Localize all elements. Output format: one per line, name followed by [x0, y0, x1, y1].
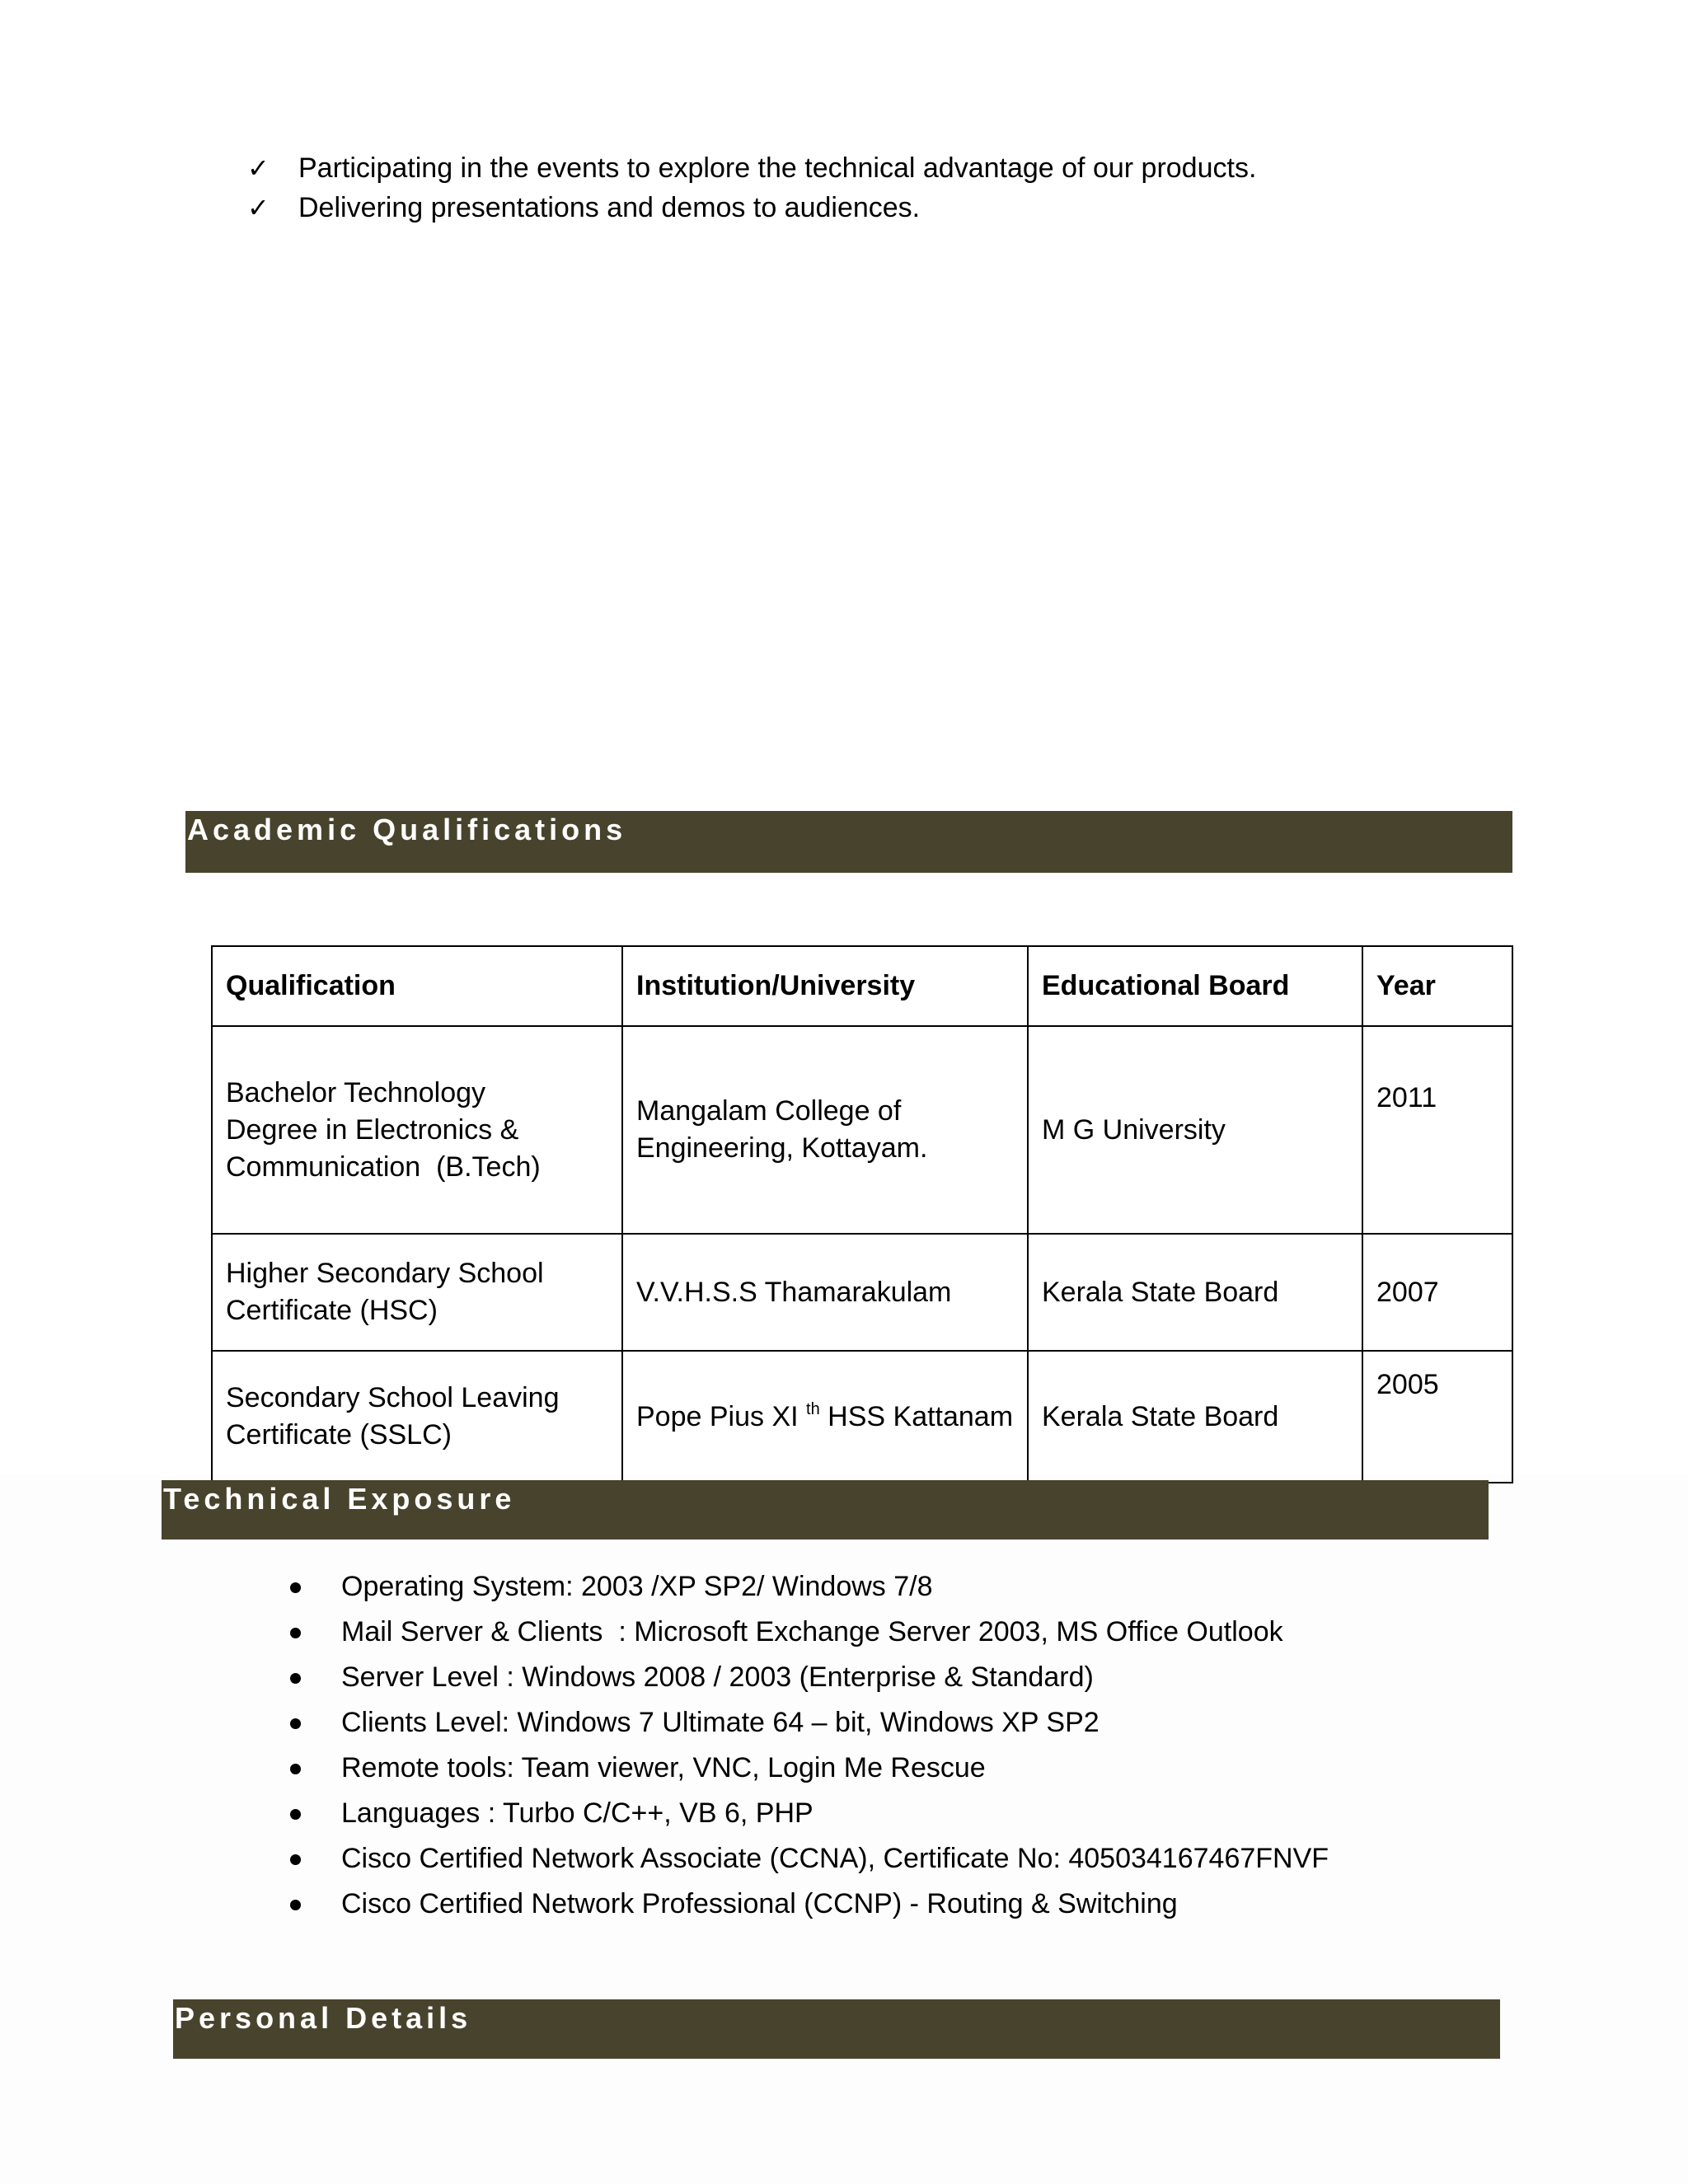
list-item-text: Languages : Turbo C/C++, VB 6, PHP [341, 1797, 814, 1829]
cell-line: Engineering, Kottayam. [636, 1132, 928, 1164]
cell-board: Kerala State Board [1028, 1351, 1362, 1483]
section-title: Personal Details [175, 2001, 472, 2035]
bullet-icon [290, 1900, 301, 1910]
section-title: Academic Qualifications [187, 813, 627, 846]
table-row [212, 1026, 1512, 1234]
cell-board: Kerala State Board [1028, 1234, 1362, 1351]
list-item-text: Operating System: 2003 /XP SP2/ Windows 7/8 [341, 1571, 933, 1602]
cell-line: Higher Secondary School [226, 1258, 544, 1289]
section-header-personal [173, 1999, 1500, 2059]
list-item-text: Server Level : Windows 2008 / 2003 (Enterprise & Standard) [341, 1661, 1094, 1693]
cell-line: Mangalam College of [636, 1095, 902, 1127]
bullet-icon [290, 1854, 301, 1865]
cell-line: Secondary School Leaving [226, 1382, 560, 1413]
list-item-text: Participating in the events to explore the technical advantage of our products. [298, 152, 1257, 184]
section-header-technical [162, 1480, 1489, 1540]
cell-institution [622, 1351, 1028, 1483]
checkmark-icon: ✓ [247, 192, 270, 223]
cell-year: 2007 [1362, 1234, 1512, 1351]
bullet-icon [290, 1628, 301, 1638]
table-row [212, 1234, 1512, 1351]
list-item-text: Delivering presentations and demos to audiences. [298, 192, 921, 223]
column-header-board: Educational Board [1028, 946, 1362, 1026]
table-header-row [212, 946, 1512, 1026]
bullet-icon [290, 1673, 301, 1684]
cell-qualification [212, 1351, 622, 1483]
cell-qualification [212, 1026, 622, 1234]
cell-line: Degree in Electronics & [226, 1113, 519, 1146]
column-header-year: Year [1362, 946, 1512, 1026]
table-row [212, 1351, 1512, 1483]
checkmark-icon: ✓ [247, 152, 270, 184]
cell-line: Certificate (SSLC) [226, 1419, 452, 1451]
bullet-icon [290, 1582, 301, 1593]
list-item-text: Remote tools: Team viewer, VNC, Login Me Rescue [341, 1752, 986, 1783]
list-item-text: Cisco Certified Network Professional (CCNP) - Routing & Switching [341, 1888, 1178, 1919]
cell-line: Bachelor Technology [226, 1076, 486, 1108]
cell-institution: V.V.H.S.S Thamarakulam [622, 1234, 1028, 1351]
section-header-academic [185, 811, 1512, 873]
cell-year: 2011 [1362, 1026, 1512, 1234]
bullet-icon [290, 1809, 301, 1820]
institution-name: Pope Pius XI [636, 1400, 799, 1432]
column-header-qualification: Qualification [212, 946, 622, 1026]
list-item-text: Cisco Certified Network Associate (CCNA), Certificate No: 405034167467FNVF [341, 1843, 1329, 1874]
list-item-text: Mail Server & Clients : Microsoft Exchange Server 2003, MS Office Outlook [341, 1616, 1283, 1647]
cell-year: 2005 [1362, 1351, 1512, 1483]
cell-board: M G University [1028, 1026, 1362, 1234]
ordinal-suffix: th [806, 1399, 820, 1418]
cell-line: Certificate (HSC) [226, 1295, 438, 1326]
cell-institution [622, 1026, 1028, 1234]
section-title: Technical Exposure [163, 1482, 516, 1516]
bullet-icon [290, 1764, 301, 1774]
list-item-text: Clients Level: Windows 7 Ultimate 64 – bit, Windows XP SP2 [341, 1707, 1100, 1738]
qualifications-table [211, 945, 1513, 1483]
bullet-icon [290, 1718, 301, 1729]
cell-qualification [212, 1234, 622, 1351]
institution-name-suffix: HSS Kattanam [828, 1400, 1014, 1432]
cell-line: Communication (B.Tech) [226, 1151, 541, 1183]
column-header-institution: Institution/University [622, 946, 1028, 1026]
